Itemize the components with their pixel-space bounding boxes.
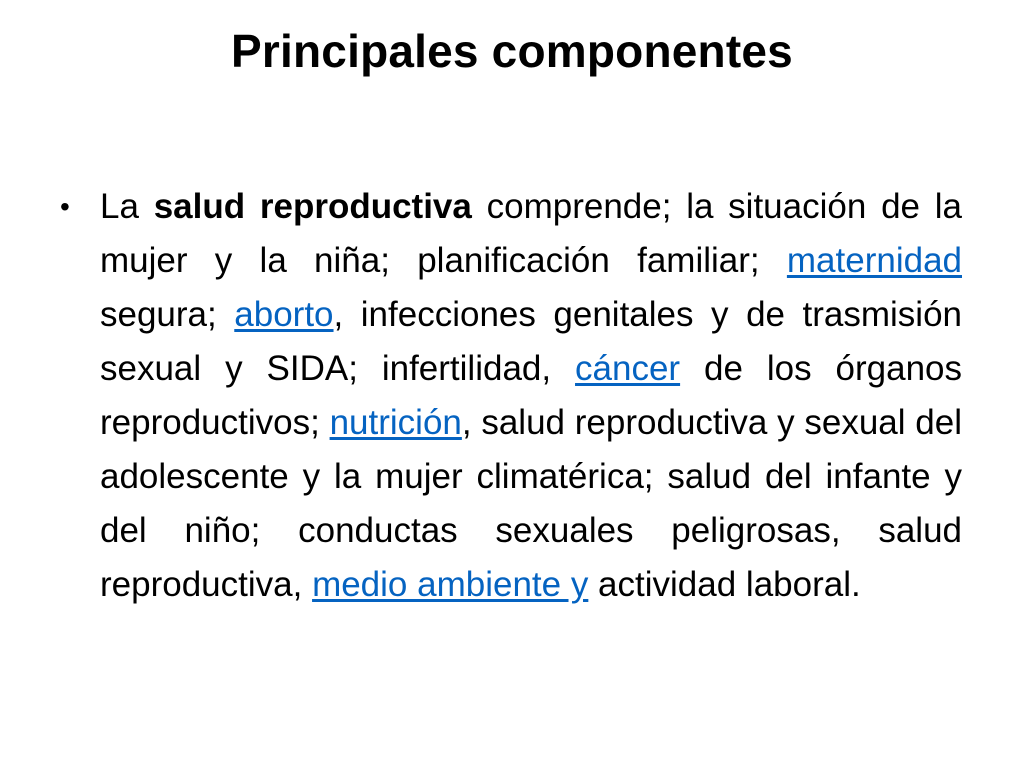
text-segment: , salud reproductiva y sexual del adolescente y la mujer climatérica; salud del infante y del niño; conductas sexuales peligrosas, salud reproductiva, [100,403,962,604]
link-cancer[interactable]: cáncer [575,349,681,388]
text-segment: , infecciones genitales y de trasmisión sexual y SIDA; infertilidad, [100,295,963,388]
link-aborto[interactable]: aborto [234,295,334,334]
link-medio-ambiente[interactable]: medio ambiente y [312,565,589,604]
bullet-icon: • [60,191,70,222]
bullet-item [60,180,963,612]
bullet-text [100,180,962,612]
bold-term-salud-reproductiva: salud reproductiva [153,187,472,226]
text-segment: segura; [100,295,235,334]
slide-title: Principales componentes [231,25,793,77]
text-segment: de los órganos reproductivos; [100,349,963,442]
link-maternidad[interactable]: maternidad [786,241,962,280]
text-segment: La [100,187,154,226]
text-segment: actividad laboral. [588,565,861,604]
link-nutricion[interactable]: nutrición [329,403,462,442]
text-segment: comprende; la situación de la mujer y la niña; planificación familiar; [100,187,963,280]
